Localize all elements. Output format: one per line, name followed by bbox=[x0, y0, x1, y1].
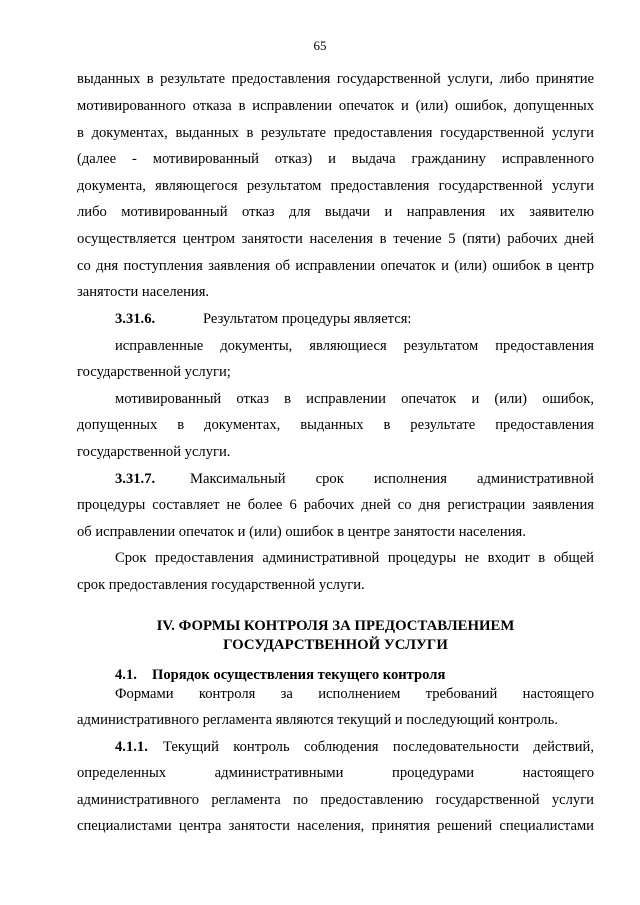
text-line: определенных административными процедурами настоящего bbox=[77, 765, 594, 781]
text-line: выданных в результате предоставления государственной услуги, либо принятие bbox=[77, 71, 594, 87]
subsection-title: Порядок осуществления текущего контроля bbox=[152, 667, 446, 683]
text-line: занятости населения. bbox=[77, 284, 210, 300]
text-line: мотивированный отказ в исправлении опечаток и (или) ошибок, bbox=[115, 391, 594, 407]
text-line: документа, являющегося результатом предоставления государственной услуги bbox=[77, 178, 594, 194]
section-title: IV. ФОРМЫ КОНТРОЛЯ ЗА ПРЕДОСТАВЛЕНИЕМ bbox=[156, 618, 515, 634]
section-title: ГОСУДАРСТВЕННОЙ УСЛУГИ bbox=[223, 637, 448, 653]
text-line: допущенных в документах, выданных в результате предоставления bbox=[77, 417, 594, 433]
subsection-number: 4.1. bbox=[115, 667, 137, 683]
text-line: либо мотивированный отказ для выдачи и направления их заявителю bbox=[77, 204, 594, 220]
text-line: административного регламента являются текущий и последующий контроль. bbox=[77, 712, 558, 728]
text-line: государственной услуги; bbox=[77, 364, 231, 380]
text-line: государственной услуги. bbox=[77, 444, 231, 460]
text-line: мотивированного отказа в исправлении опечаток и (или) ошибок, допущенных bbox=[77, 98, 594, 114]
text-line: в документах, выданных в результате предоставления государственной услуги bbox=[77, 125, 594, 141]
text-line: (далее - мотивированный отказ) и выдача гражданину исправленного bbox=[77, 151, 594, 167]
clause-text: Результатом процедуры является: bbox=[203, 311, 412, 327]
text-line: специалистами центра занятости населения, принятия решений специалистами bbox=[77, 818, 594, 834]
clause-text: Максимальный срок исполнения административной bbox=[190, 471, 594, 487]
text-line: Формами контроля за исполнением требований настоящего bbox=[115, 686, 594, 702]
text-line: административного регламента по предоставлению государственной услуги bbox=[77, 792, 594, 808]
text-line: исправленные документы, являющиеся результатом предоставления bbox=[115, 338, 594, 354]
clause-number: 4.1.1. bbox=[115, 739, 148, 755]
text-line: Срок предоставления административной процедуры не входит в общей bbox=[115, 550, 594, 566]
text-line: Текущий контроль соблюдения последовательности действий, bbox=[163, 739, 594, 755]
text-line: процедуры составляет не более 6 рабочих дней со дня регистрации заявления bbox=[77, 497, 594, 513]
page-number: 65 bbox=[313, 38, 327, 53]
text-line: об исправлении опечаток и (или) ошибок в центре занятости населения. bbox=[77, 524, 526, 540]
text-line: срок предоставления государственной услуги. bbox=[77, 577, 365, 593]
clause-number: 3.31.7. bbox=[115, 471, 156, 487]
text-line: осуществляется центром занятости населения в течение 5 (пяти) рабочих дней bbox=[77, 231, 594, 247]
clause-number: 3.31.6. bbox=[115, 311, 156, 327]
text-line: со дня поступления заявления об исправлении опечаток и (или) ошибок в центр bbox=[77, 258, 594, 274]
